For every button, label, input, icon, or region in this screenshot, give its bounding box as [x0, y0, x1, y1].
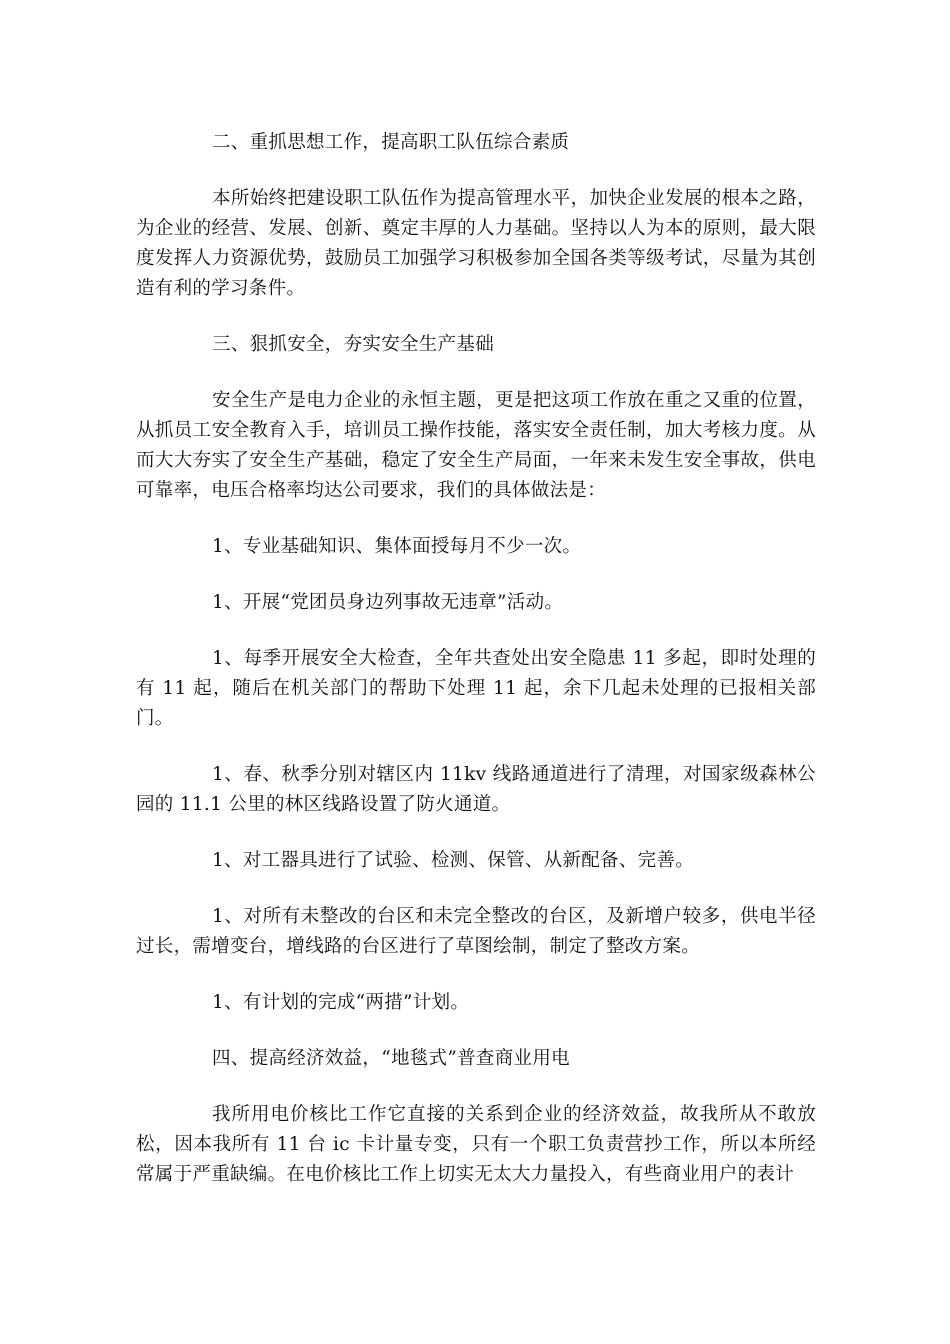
- list-item-campaign: 1、开展“党团员身边列事故无违章”活动。: [212, 592, 564, 613]
- section-heading-3: 三、狠抓安全，夯实安全生产基础: [212, 334, 495, 355]
- paragraph-safety-production: 安全生产是电力企业的永恒主题，更是把这项工作放在重之又重的位置，从抓员工安全教育入手，培训员工操作技能，落实安全责任制，加大考核力度。从而大大夯实了安全生产基础，稳定了安全生产局面，一年来未发生安全事故，供电可靠率，电压合格率均达公司要求，我们的具体做法是：: [136, 390, 816, 501]
- list-item-plan: 1、有计划的完成“两措”计划。: [212, 992, 470, 1013]
- list-item-rectification: 1、对所有未整改的台区和未完全整改的台区，及新增户较多，供电半径过长，需增变台，增线路的台区进行了草图绘制，制定了整改方案。: [136, 906, 816, 957]
- paragraph-staff-training: 本所始终把建设职工队伍作为提高管理水平，加快企业发展的根本之路，为企业的经营、发展、创新、奠定丰厚的人力基础。坚持以人为本的原则，最大限度发挥人力资源优势，鼓励员工加强学习积极参加全国各类等级考试，尽量为其创造有利的学习条件。: [136, 188, 816, 299]
- section-heading-4: 四、提高经济效益，“地毯式”普查商业用电: [212, 1048, 570, 1069]
- list-item-inspection: 1、每季开展安全大检查，全年共查处出安全隐患 11 多起，即时处理的有 11 起，随后在机关部门的帮助下处理 11 起，余下几起未处理的已报相关部门。: [136, 648, 816, 729]
- document-body: [136, 128, 816, 1216]
- list-item-training: 1、专业基础知识、集体面授每月不少一次。: [212, 536, 582, 557]
- list-item-tools: 1、对工器具进行了试验、检测、保管、从新配备、完善。: [212, 850, 695, 871]
- section-heading-2: 二、重抓思想工作，提高职工队伍综合素质: [212, 132, 570, 153]
- list-item-line-clearing: 1、春、秋季分别对辖区内 11kv 线路通道进行了清理，对国家级森林公园的 11.1 公里的林区线路设置了防火通道。: [136, 764, 816, 815]
- paragraph-price-check: 我所用电价核比工作它直接的关系到企业的经济效益，故我所从不敢放松，因本我所有 11 台 ic 卡计量专变，只有一个职工负责营抄工作，所以本所经常属于严重缺编。在电价核比工作上切实无太大力量投入，有些商业用户的表计: [136, 1104, 816, 1185]
